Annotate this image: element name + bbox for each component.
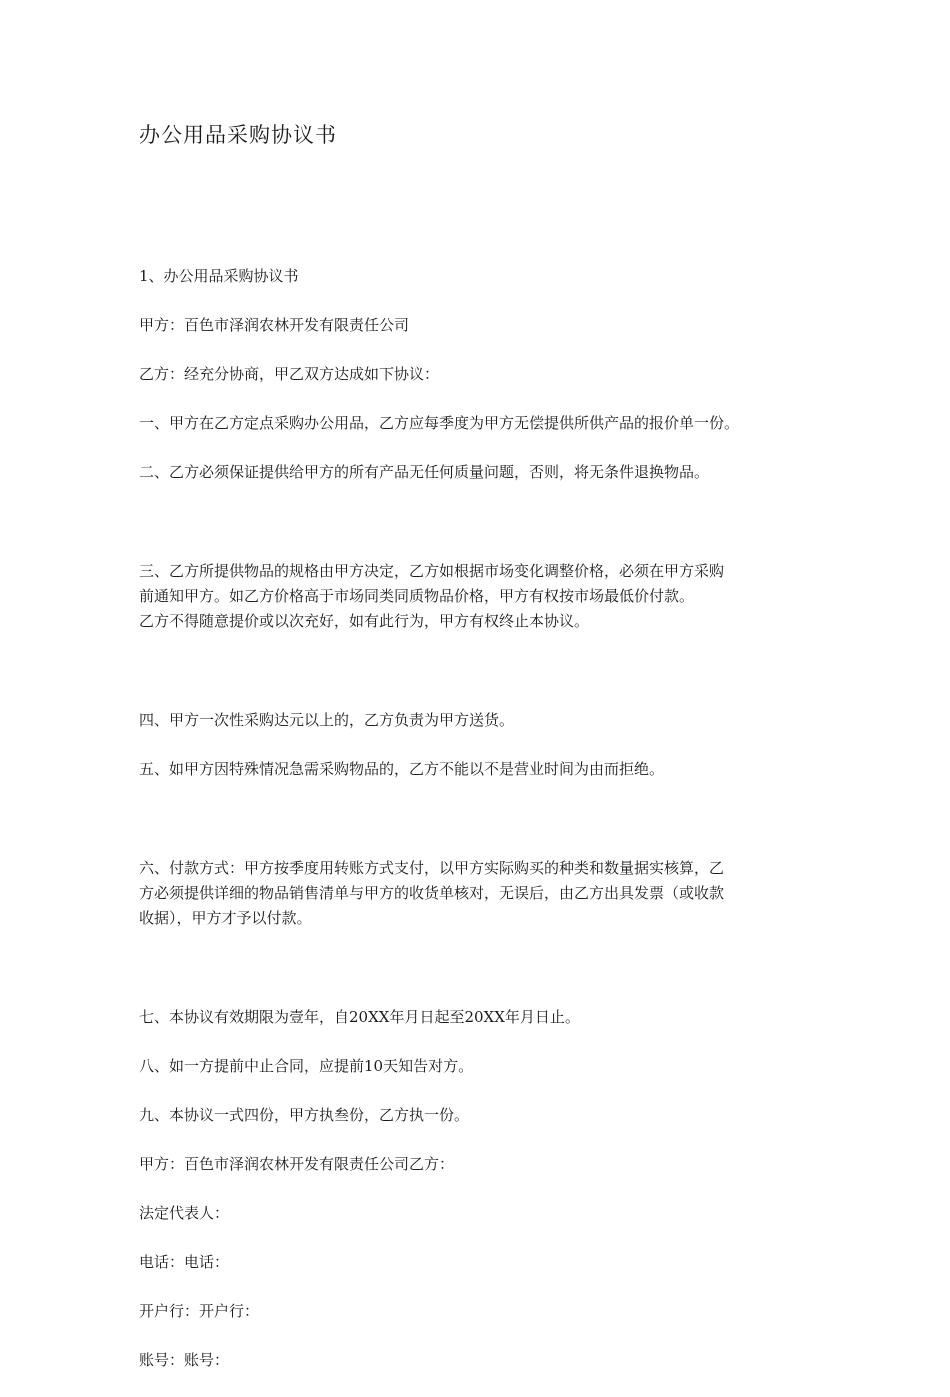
signature-parties — [139, 1152, 829, 1177]
text-line: 五、如甲方因特殊情况急需采购物品的，乙方不能以不是营业时间为由而拒绝。 — [139, 760, 665, 778]
text-line: 开户行：开户行： — [139, 1302, 260, 1320]
text-line: 八、如一方提前中止合同，应提前10天知告对方。 — [139, 1057, 474, 1075]
paragraph-clause-8 — [139, 1054, 829, 1079]
text-line: 七、本协议有效期限为壹年，自20XX年月日起至20XX年月日止。 — [139, 1008, 580, 1026]
text-line: 一、甲方在乙方定点采购办公用品，乙方应每季度为甲方无偿提供所供产品的报价单一份。 — [139, 414, 740, 432]
text-line: 法定代表人： — [139, 1204, 230, 1222]
text-line: 甲方：百色市泽润农林开发有限责任公司乙方： — [139, 1155, 455, 1173]
signature-account — [139, 1348, 829, 1373]
text-line: 九、本协议一式四份，甲方执叁份，乙方执一份。 — [139, 1106, 470, 1124]
text-line: 账号：账号： — [139, 1351, 230, 1369]
document-body — [139, 264, 829, 1397]
paragraph-clause-7 — [139, 1005, 829, 1030]
paragraph-clause-1 — [139, 411, 829, 436]
text-line: 三、乙方所提供物品的规格由甲方决定，乙方如根据市场变化调整价格，必须在甲方采购 — [139, 562, 725, 580]
text-line: 六、付款方式：甲方按季度用转账方式支付，以甲方实际购买的种类和数量据实核算，乙 — [139, 859, 725, 877]
text-line: 1、办公用品采购协议书 — [139, 267, 299, 285]
signature-legal-rep — [139, 1201, 829, 1226]
paragraph-clause-2 — [139, 460, 829, 485]
text-line: 二、乙方必须保证提供给甲方的所有产品无任何质量问题，否则，将无条件退换物品。 — [139, 463, 710, 481]
text-line: 乙方：经充分协商，甲乙双方达成如下协议： — [139, 365, 440, 383]
paragraph-party-b — [139, 362, 829, 387]
text-line: 甲方：百色市泽润农林开发有限责任公司 — [139, 316, 410, 334]
text-line: 乙方不得随意提价或以次充好，如有此行为，甲方有权终止本协议。 — [139, 612, 590, 630]
text-line: 电话：电话： — [139, 1253, 230, 1271]
signature-bank — [139, 1299, 829, 1324]
paragraph-clause-9 — [139, 1103, 829, 1128]
paragraph-clause-6 — [139, 806, 829, 981]
text-line: 四、甲方一次性采购达元以上的，乙方负责为甲方送货。 — [139, 711, 515, 729]
document-title: 办公用品采购协议书 — [139, 123, 337, 147]
paragraph-party-a — [139, 313, 829, 338]
signature-phone — [139, 1250, 829, 1275]
paragraph-clause-4 — [139, 708, 829, 733]
paragraph-heading — [139, 264, 829, 289]
text-line: 收据），甲方才予以付款。 — [139, 909, 312, 927]
text-line: 方必须提供详细的物品销售清单与甲方的收货单核对，无误后，由乙方出具发票（或收款 — [139, 884, 725, 902]
text-line: 前通知甲方。如乙方价格高于市场同类同质物品价格，甲方有权按市场最低价付款。 — [139, 587, 695, 605]
paragraph-clause-5 — [139, 757, 829, 782]
paragraph-clause-3 — [139, 509, 829, 684]
